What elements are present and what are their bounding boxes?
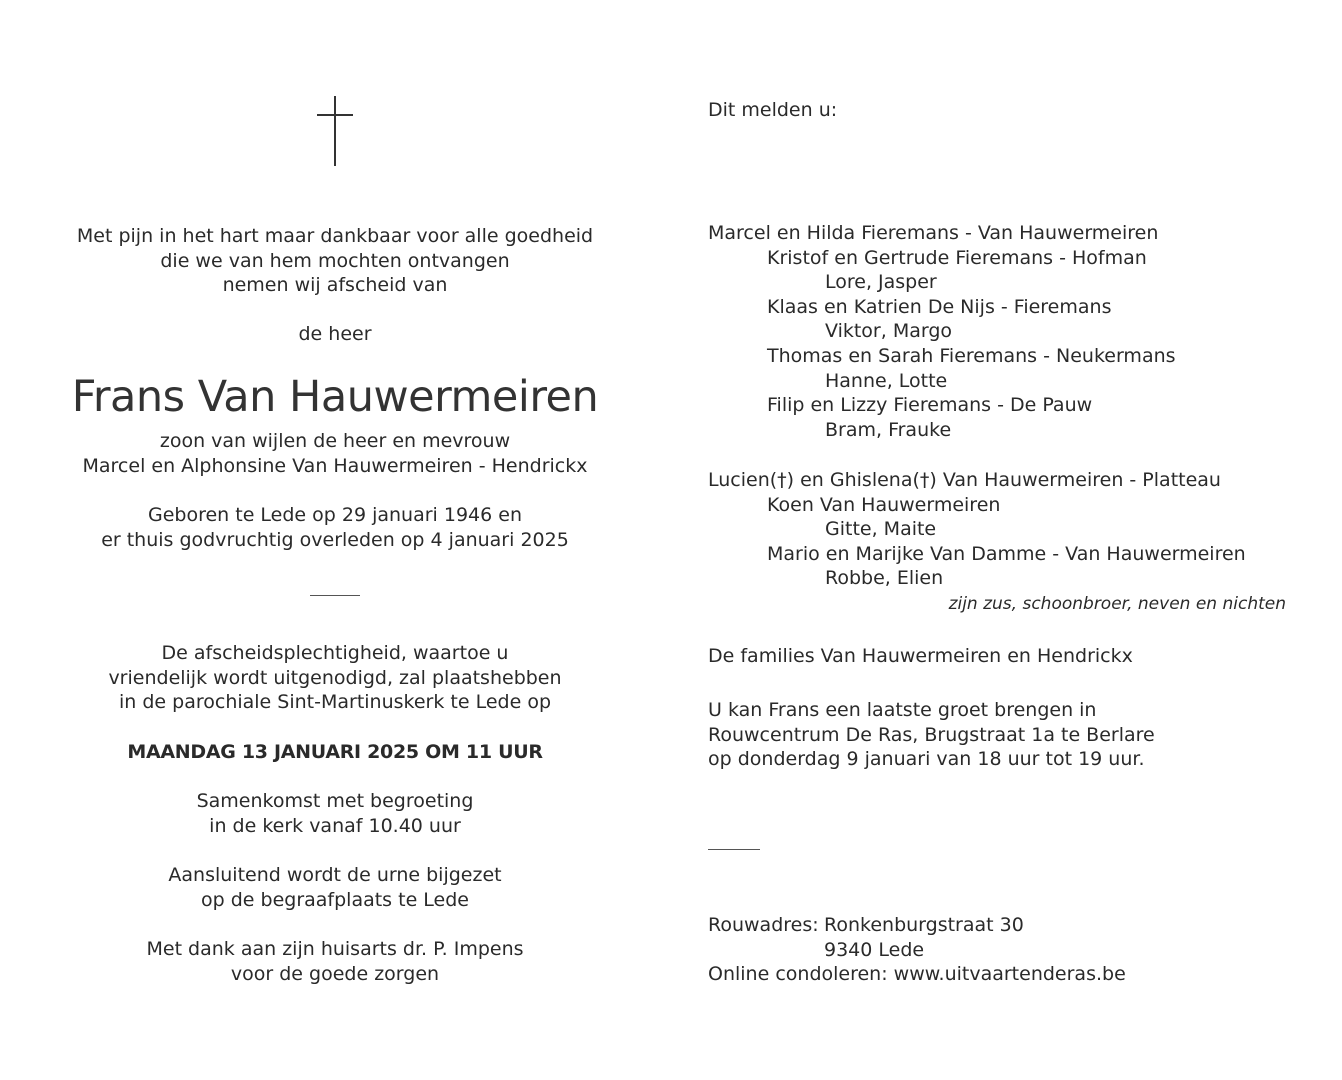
family-group-2 bbox=[708, 468, 1308, 591]
birth-death-line: Geboren te Lede op 29 januari 1946 en bbox=[147, 504, 523, 526]
urn-line: op de begraafplaats te Lede bbox=[201, 888, 469, 911]
address-row bbox=[708, 913, 1308, 938]
intro-line: Met pijn in het hart maar dankbaar voor alle goedheid bbox=[76, 225, 594, 247]
cross-icon bbox=[317, 96, 353, 166]
intro-text bbox=[40, 224, 630, 298]
family-child: Klaas en Katrien De Nijs - Fieremans bbox=[767, 295, 1112, 318]
family-child: Thomas en Sarah Fieremans - Neukermans bbox=[767, 344, 1176, 367]
family-grandchildren: Lore, Jasper bbox=[825, 271, 937, 294]
address-label: Rouwadres: bbox=[708, 914, 819, 936]
intro-line: nemen wij afscheid van bbox=[222, 274, 448, 297]
parents-line: zoon van wijlen de heer en mevrouw bbox=[159, 430, 511, 452]
birth-death-text bbox=[40, 503, 630, 552]
left-column bbox=[40, 0, 630, 1080]
address-city: 9340 Lede bbox=[824, 938, 925, 961]
family-child: Filip en Lizzy Fieremans - De Pauw bbox=[767, 394, 1093, 417]
urn-line: Aansluitend wordt de urne bijgezet bbox=[168, 864, 502, 886]
thanks-text bbox=[40, 937, 630, 986]
family-head: Marcel en Hilda Fieremans - Van Hauwermeiren bbox=[708, 222, 1159, 244]
birth-death-line: er thuis godvruchtig overleden op 4 januari 2025 bbox=[101, 528, 569, 551]
gathering-line: in de kerk vanaf 10.40 uur bbox=[209, 814, 461, 837]
ceremony-date: MAANDAG 13 JANUARI 2025 OM 11 UUR bbox=[127, 741, 543, 763]
family-group-1 bbox=[708, 221, 1308, 442]
visit-line: Rouwcentrum De Ras, Brugstraat 1a te Berlare bbox=[708, 723, 1155, 746]
ceremony-text bbox=[40, 641, 630, 715]
parents-line: Marcel en Alphonsine Van Hauwermeiren - Hendrickx bbox=[82, 454, 588, 477]
address-block bbox=[708, 913, 1308, 987]
separator-line bbox=[310, 595, 360, 596]
gathering-line: Samenkomst met begroeting bbox=[196, 790, 474, 812]
address-row bbox=[708, 938, 1308, 963]
announce-heading: Dit melden u: bbox=[708, 99, 838, 121]
parents-text bbox=[40, 429, 630, 478]
family-grandchildren: Gitte, Maite bbox=[825, 518, 937, 541]
relation-note: zijn zus, schoonbroer, neven en nichten bbox=[948, 594, 1286, 614]
family-child: Mario en Marijke Van Damme - Van Hauwermeiren bbox=[767, 542, 1246, 565]
separator-line bbox=[708, 849, 760, 850]
gathering-text bbox=[40, 789, 630, 838]
families-line: De families Van Hauwermeiren en Hendrickx bbox=[708, 645, 1133, 667]
deceased-name: Frans Van Hauwermeiren bbox=[71, 372, 599, 422]
visit-line: U kan Frans een laatste groet brengen in bbox=[708, 699, 1097, 721]
family-child: Kristof en Gertrude Fieremans - Hofman bbox=[767, 246, 1147, 269]
ceremony-line: vriendelijk wordt uitgenodigd, zal plaatshebben bbox=[108, 666, 562, 689]
address-spacer bbox=[708, 938, 824, 963]
family-grandchildren: Hanne, Lotte bbox=[825, 369, 948, 392]
visit-text bbox=[708, 698, 1308, 772]
title-prefix: de heer bbox=[298, 323, 372, 345]
thanks-line: voor de goede zorgen bbox=[230, 962, 440, 985]
online-condolence: Online condoleren: www.uitvaartenderas.be bbox=[708, 963, 1126, 986]
ceremony-line: De afscheidsplechtigheid, waartoe u bbox=[161, 642, 509, 664]
intro-line: die we van hem mochten ontvangen bbox=[160, 249, 510, 272]
ceremony-line: in de parochiale Sint-Martinuskerk te Lede op bbox=[119, 691, 551, 714]
right-column bbox=[708, 0, 1308, 1080]
family-head: Lucien(†) en Ghislena(†) Van Hauwermeiren - Platteau bbox=[708, 469, 1221, 491]
address-street: Ronkenburgstraat 30 bbox=[824, 914, 1024, 936]
urn-text bbox=[40, 863, 630, 912]
thanks-line: Met dank aan zijn huisarts dr. P. Impens bbox=[146, 938, 524, 960]
visit-line: op donderdag 9 januari van 18 uur tot 19 uur. bbox=[708, 748, 1145, 771]
family-grandchildren: Viktor, Margo bbox=[825, 320, 953, 343]
family-grandchildren: Bram, Frauke bbox=[825, 418, 952, 441]
family-grandchildren: Robbe, Elien bbox=[825, 567, 944, 590]
family-child: Koen Van Hauwermeiren bbox=[767, 493, 1001, 516]
